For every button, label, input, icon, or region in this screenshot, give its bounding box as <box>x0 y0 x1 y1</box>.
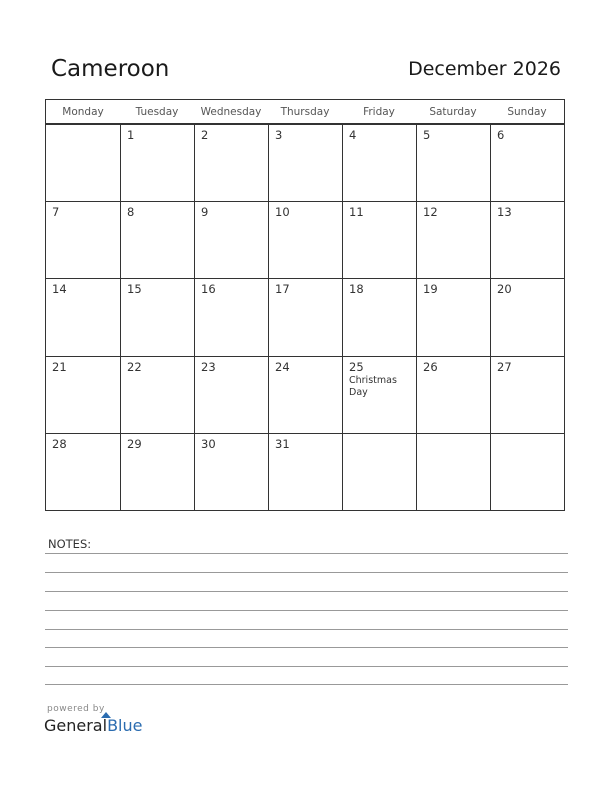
day-cell[interactable] <box>120 201 194 278</box>
day-number: 1 <box>127 128 135 142</box>
day-number: 13 <box>497 205 512 220</box>
day-cell[interactable] <box>46 201 120 278</box>
note-line <box>45 684 568 685</box>
day-number: 15 <box>127 282 142 297</box>
day-number: 12 <box>423 205 438 220</box>
day-number: 24 <box>275 359 290 374</box>
day-cell[interactable] <box>46 124 120 201</box>
day-number: 26 <box>423 359 438 374</box>
day-number: 11 <box>349 205 364 220</box>
day-number: 30 <box>201 436 216 451</box>
day-cell[interactable] <box>46 433 120 510</box>
day-number: 28 <box>52 436 67 451</box>
logo-triangle-icon <box>101 712 111 718</box>
day-number: 20 <box>497 282 512 297</box>
note-line <box>45 572 568 573</box>
day-cell[interactable] <box>268 278 342 355</box>
day-cell[interactable] <box>416 356 490 433</box>
day-of-week-header: Saturday <box>416 100 490 124</box>
note-line <box>45 553 568 554</box>
day-cell[interactable] <box>490 124 564 201</box>
day-cell[interactable] <box>342 356 416 433</box>
day-cell[interactable] <box>120 124 194 201</box>
day-number: 27 <box>497 359 512 374</box>
day-cell[interactable] <box>46 278 120 355</box>
day-of-week-header: Tuesday <box>120 100 194 124</box>
day-number: 7 <box>52 205 60 220</box>
day-number: 21 <box>52 359 67 374</box>
day-of-week-header: Thursday <box>268 100 342 124</box>
day-cell[interactable] <box>268 201 342 278</box>
day-cell[interactable] <box>194 124 268 201</box>
day-cell[interactable] <box>416 278 490 355</box>
brand-blue-text: Blue <box>107 716 143 735</box>
day-cell[interactable] <box>490 356 564 433</box>
day-number: 31 <box>275 436 290 451</box>
powered-by-text: powered by <box>47 704 105 714</box>
day-number: 25 <box>349 359 364 374</box>
day-cell[interactable] <box>194 433 268 510</box>
holiday-label: Christmas Day <box>349 374 397 398</box>
day-cell[interactable] <box>268 124 342 201</box>
day-of-week-header: Wednesday <box>194 100 268 124</box>
day-number: 5 <box>423 128 431 142</box>
day-cell[interactable] <box>120 278 194 355</box>
month-title: December 2026 <box>408 58 561 80</box>
note-line <box>45 629 568 630</box>
day-number: 22 <box>127 359 142 374</box>
day-number: 19 <box>423 282 438 297</box>
day-cell[interactable] <box>416 201 490 278</box>
day-number: 9 <box>201 205 209 220</box>
day-cell[interactable] <box>342 433 416 510</box>
day-cell[interactable] <box>268 433 342 510</box>
note-line <box>45 647 568 648</box>
country-title: Cameroon <box>51 56 170 82</box>
day-cell[interactable] <box>46 356 120 433</box>
day-number: 10 <box>275 205 290 220</box>
day-number: 3 <box>275 128 283 142</box>
day-cell[interactable] <box>194 201 268 278</box>
day-number: 16 <box>201 282 216 297</box>
day-cell[interactable] <box>120 433 194 510</box>
day-number: 2 <box>201 128 209 142</box>
day-number: 17 <box>275 282 290 297</box>
day-cell[interactable] <box>194 356 268 433</box>
day-cell[interactable] <box>268 356 342 433</box>
day-cell[interactable] <box>490 433 564 510</box>
note-line <box>45 610 568 611</box>
day-cell[interactable] <box>194 278 268 355</box>
notes-label: NOTES: <box>48 537 92 551</box>
day-cell[interactable] <box>490 278 564 355</box>
day-cell[interactable] <box>120 356 194 433</box>
note-line <box>45 591 568 592</box>
day-cell[interactable] <box>342 124 416 201</box>
calendar-grid <box>45 99 565 511</box>
day-number: 4 <box>349 128 357 142</box>
day-number: 6 <box>497 128 505 142</box>
note-line <box>45 666 568 667</box>
generalblue-logo[interactable] <box>44 716 142 736</box>
day-number: 29 <box>127 436 142 451</box>
day-number: 14 <box>52 282 67 297</box>
brand-general-text: General <box>44 716 108 735</box>
day-of-week-header: Sunday <box>490 100 564 124</box>
day-cell[interactable] <box>342 201 416 278</box>
day-cell[interactable] <box>416 433 490 510</box>
day-number: 18 <box>349 282 364 297</box>
day-cell[interactable] <box>490 201 564 278</box>
day-cell[interactable] <box>342 278 416 355</box>
day-of-week-header: Friday <box>342 100 416 124</box>
day-cell[interactable] <box>416 124 490 201</box>
day-of-week-header: Monday <box>46 100 120 124</box>
day-number: 23 <box>201 359 216 374</box>
day-number: 8 <box>127 205 135 220</box>
